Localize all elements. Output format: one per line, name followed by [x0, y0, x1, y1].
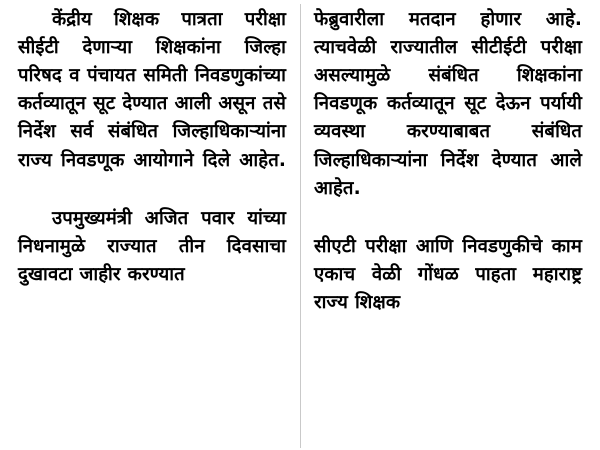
column-divider: [300, 4, 301, 448]
paragraph: उपमुख्यमंत्री अजित पवार यांच्या निधनामुळे राज्यात तीन दिवसाचा दुखावटा जाहीर करण्यात: [18, 207, 286, 285]
right-column: [300, 6, 590, 450]
paragraph: केंद्रीय शिक्षक पात्रता परीक्षा सीईटी देणाऱ्या शिक्षकांना जिल्हा परिषद व पंचायत समिती निवडणुकांच्या कर्तव्यातून सूट देण्यात आली असून तसे निर्देश सर्व संबंधित जिल्हाधिकाऱ्यांना राज्य निवडणूक आयोगाने दिले आहेत.: [18, 9, 286, 171]
paragraph: सीएटी परीक्षा आणि निवडणुकीचे काम एकाच वेळी गोंधळ पाहता महाराष्ट्र राज्य शिक्षक: [314, 235, 582, 314]
left-column: [10, 6, 300, 450]
paragraph: फेब्रुवारीला मतदान होणार आहे. त्याचवेळी राज्यातील सीटीईटी परीक्षा असल्यामुळे संबंधित शिक्षकांना निवडणूक कर्तव्यातून सूट देऊन पर्यायी व्यवस्था करण्याबाबत संबंधित जिल्हाधिकाऱ्यांना निर्देश देण्यात आले आहेत.: [314, 9, 582, 199]
